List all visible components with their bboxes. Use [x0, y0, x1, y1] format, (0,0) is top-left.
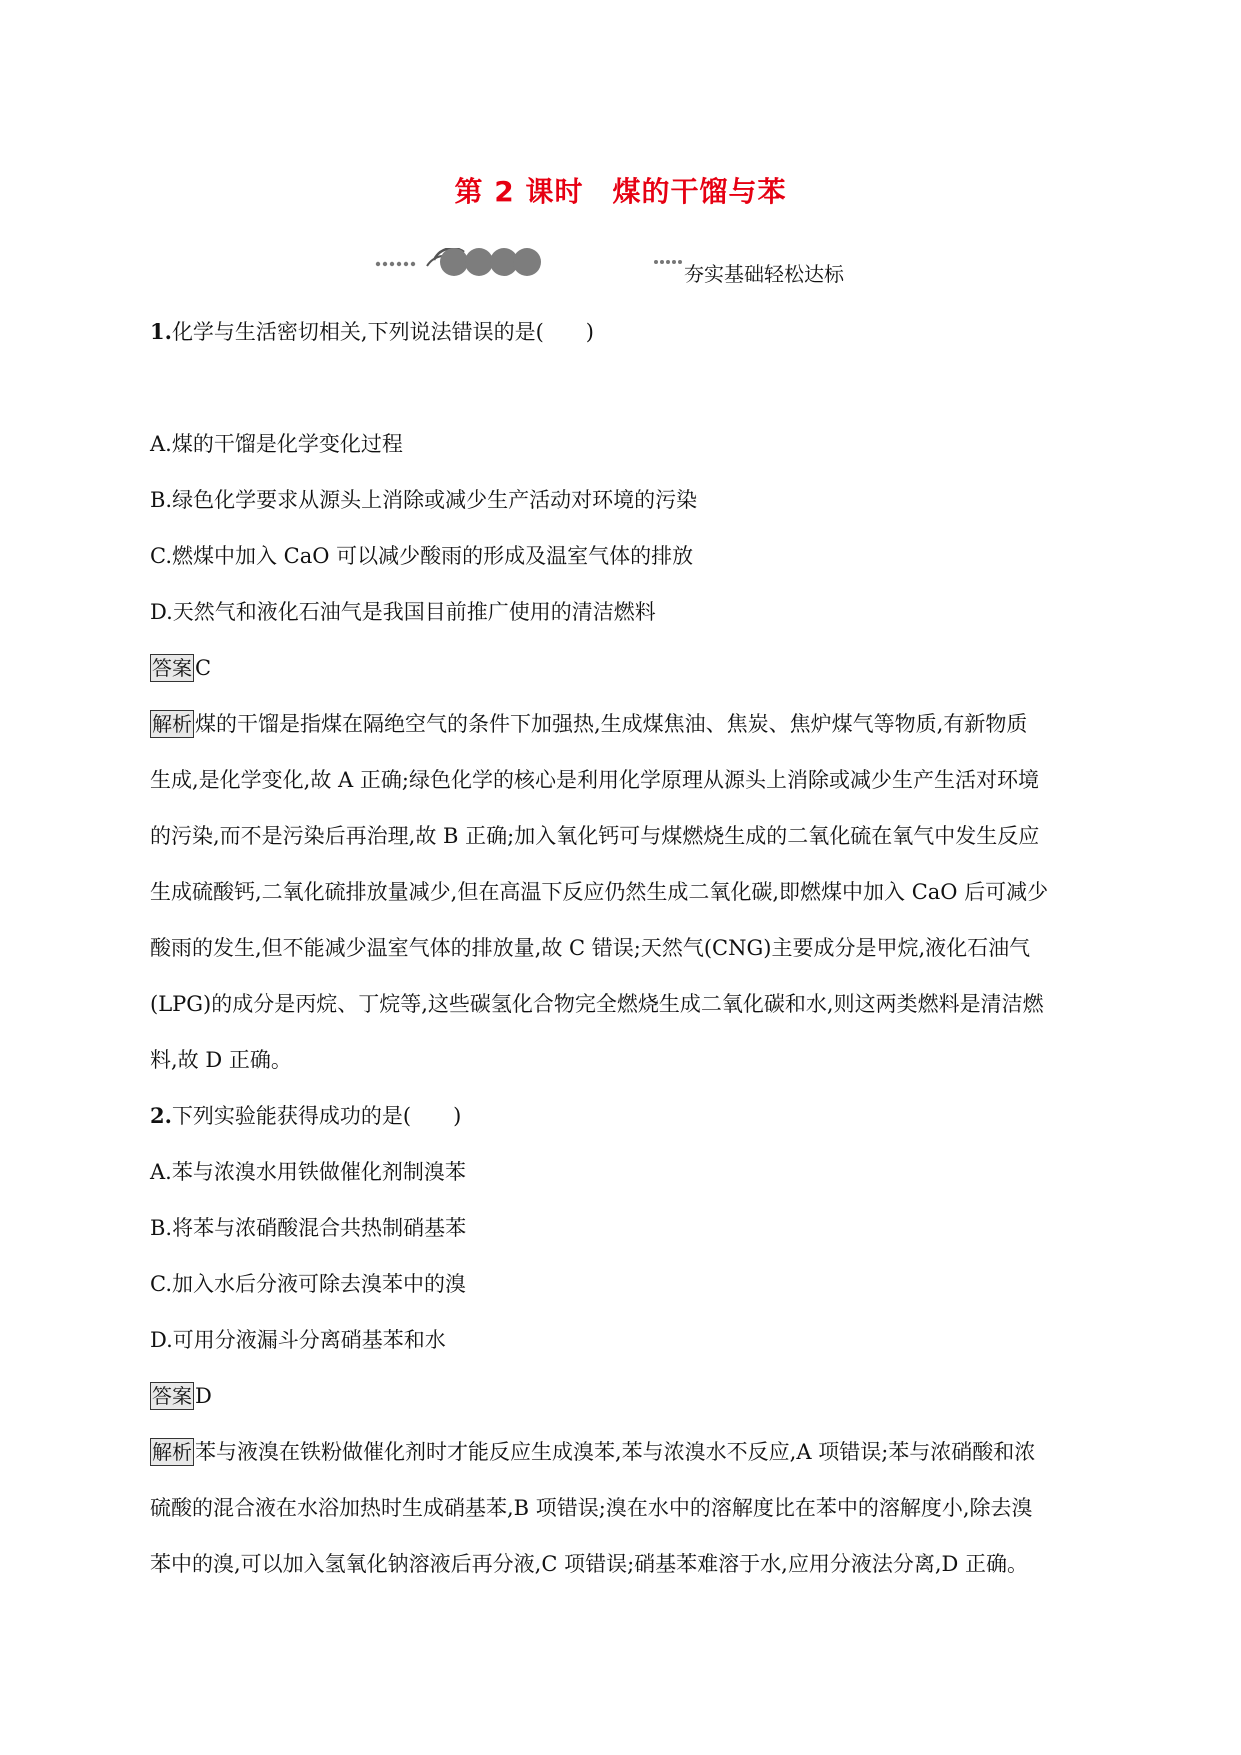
analysis-line: 生成硫酸钙,二氧化硫排放量减少,但在高温下反应仍然生成二氧化碳,即燃煤中加入 CaO 后可减少: [150, 880, 1049, 904]
analysis-line: 生成,是化学变化,故 A 正确;绿色化学的核心是利用化学原理从源头上消除或减少生产生活对环境: [150, 768, 1039, 792]
analysis-tag: 解析: [152, 712, 192, 736]
analysis-tag: 解析: [152, 1440, 192, 1464]
analysis-text: 苯与液溴在铁粉做催化剂时才能反应生成溴苯,苯与浓溴水不反应,A 项错误;苯与浓硝酸和浓: [195, 1440, 1036, 1464]
question-2-stem: [150, 1088, 1095, 1144]
answer-row: [150, 640, 1095, 696]
analysis-line: 硫酸的混合液在水浴加热时生成硝基苯,B 项错误;溴在水中的溶解度比在苯中的溶解度小,除去溴: [150, 1496, 1033, 1520]
analysis-text: 煤的干馏是指煤在隔绝空气的条件下加强热,生成煤焦油、焦炭、焦炉煤气等物质,有新物质: [195, 712, 1028, 736]
question-1-options: [150, 416, 1095, 1592]
option-c: C.加入水后分液可除去溴苯中的溴: [150, 1272, 466, 1296]
option-b: B.将苯与浓硝酸混合共热制硝基苯: [150, 1216, 467, 1240]
analysis-line: [150, 696, 1095, 752]
question-number: 2.: [150, 1103, 172, 1128]
answer-tag: 答案: [152, 1384, 192, 1408]
answer-row: [150, 1368, 1095, 1424]
analysis-line: 料,故 D 正确。: [150, 1048, 292, 1072]
question-stem: 下列实验能获得成功的是( ): [171, 1104, 462, 1128]
question-number: 1.: [150, 319, 172, 344]
analysis-line: 苯中的溴,可以加入氢氧化钠溶液后再分液,C 项错误;硝基苯难溶于水,应用分液法分离,D 正确。: [150, 1552, 1029, 1576]
section-label: 夯实基础轻松达标: [684, 262, 844, 286]
analysis-line: 酸雨的发生,但不能减少温室气体的排放量,故 C 错误;天然气(CNG)主要成分是甲烷,液化石油气: [150, 936, 1031, 960]
analysis-line: (LPG)的成分是丙烷、丁烷等,这些碳氢化合物完全燃烧生成二氧化碳和水,则这两类燃料是清洁燃: [150, 992, 1044, 1016]
section-banner: [372, 248, 892, 288]
answer-value: D: [195, 1384, 212, 1408]
option-d: D.可用分液漏斗分离硝基苯和水: [150, 1328, 446, 1352]
question-stem: 化学与生活密切相关,下列说法错误的是( ): [171, 320, 594, 344]
question-1-stem: [150, 304, 1095, 360]
analysis-line: 的污染,而不是污染后再治理,故 B 正确;加入氧化钙可与煤燃烧生成的二氧化硫在氧气中发生反应: [150, 824, 1040, 848]
option-b: B.绿色化学要求从源头上消除或减少生产活动对环境的污染: [150, 488, 698, 512]
option-a: A.煤的干馏是化学变化过程: [150, 432, 403, 456]
option-c: C.燃煤中加入 CaO 可以减少酸雨的形成及温室气体的排放: [150, 544, 694, 568]
option-a: A.苯与浓溴水用铁做催化剂制溴苯: [150, 1160, 466, 1184]
answer-tag: 答案: [152, 656, 192, 680]
analysis-line: [150, 1424, 1095, 1480]
page-title: 第 2 课时 煤的干馏与苯: [454, 175, 787, 208]
option-d: D.天然气和液化石油气是我国目前推广使用的清洁燃料: [150, 600, 656, 624]
answer-value: C: [195, 656, 212, 680]
